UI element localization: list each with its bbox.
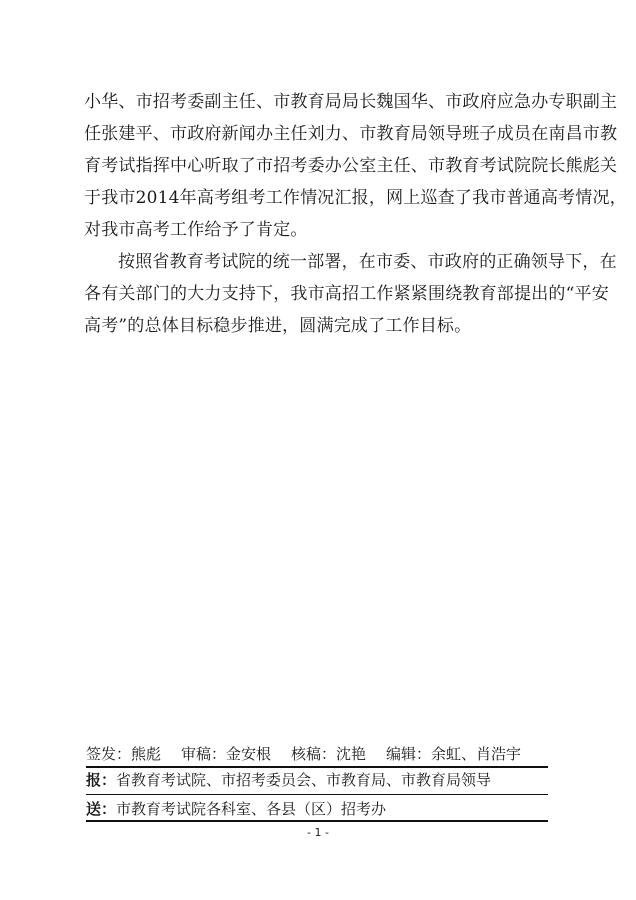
editor-credit: 编辑：余虹、肖浩宇 <box>386 745 522 763</box>
body-line: 各有关部门的大力支持下，我市高招工作紧紧围绕教育部提出的“平安 <box>84 284 609 304</box>
page-number: - 1 - <box>307 826 329 839</box>
report-label: 报： <box>86 771 117 789</box>
body-line: 高考”的总体目标稳步推进，圆满完成了工作目标。 <box>84 316 472 336</box>
checker-credit: 核稿：沈艳 <box>291 745 367 763</box>
body-line: 任张建平、市政府新闻办主任刘力、市教育局领导班子成员在南昌市教 <box>84 124 618 144</box>
send-recipients: 市教育考试院各科室、各县（区）招考办 <box>116 800 387 818</box>
credits-divider <box>86 766 548 768</box>
report-divider <box>86 794 548 795</box>
send-label: 送： <box>86 800 117 818</box>
body-line: 育考试指挥中心听取了市招考委办公室主任、市教育考试院院长熊彪关 <box>84 156 618 176</box>
body-line: 于我市2014年高考组考工作情况汇报，网上巡查了我市普通高考情况， <box>84 188 627 208</box>
issuer-credit: 签发：熊彪 <box>86 745 162 763</box>
body-line: 按照省教育考试院的统一部署，在市委、市政府的正确领导下，在 <box>118 252 617 272</box>
credits-line <box>86 745 548 763</box>
send-line <box>86 800 548 818</box>
report-line <box>86 771 548 789</box>
report-recipients: 省教育考试院、市招考委员会、市教育局、市教育局领导 <box>116 771 492 789</box>
reviewer-credit: 审稿：金安根 <box>181 745 272 763</box>
body-line: 对我市高考工作给予了肯定。 <box>84 220 308 240</box>
send-divider <box>86 820 548 822</box>
body-line: 小华、市招考委副主任、市教育局局长魏国华、市政府应急办专职副主 <box>84 92 618 112</box>
